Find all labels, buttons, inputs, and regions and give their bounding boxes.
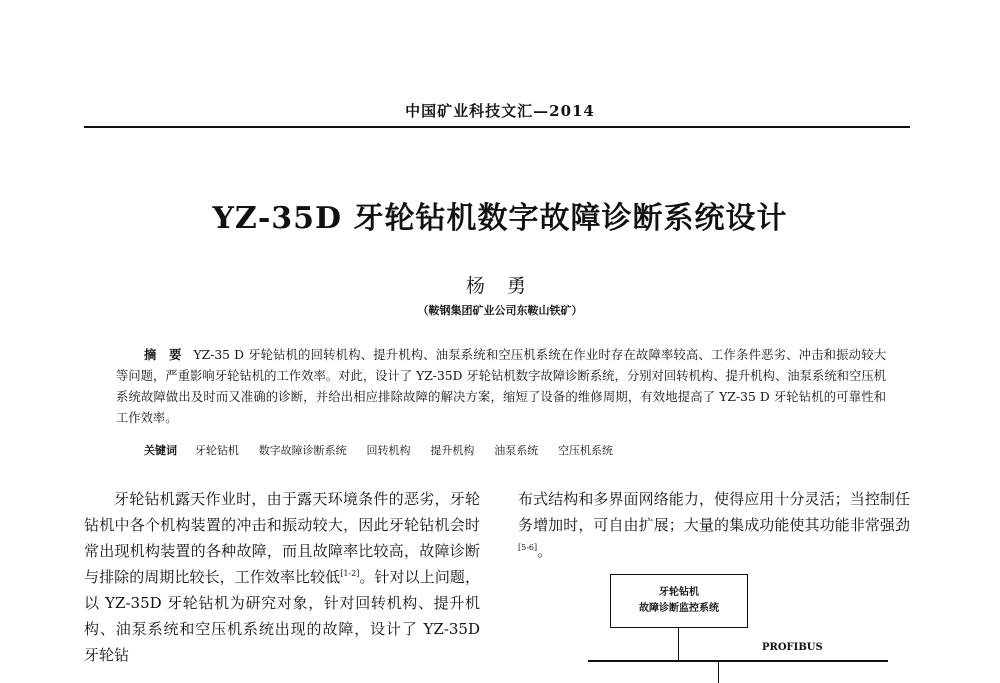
body-text: 。针对以上问题，以 YZ-35D 牙轮钻机为研究对象，针对回转机构、提升机构、油泵系统和空压机系统出现的故障，设计了 YZ-35D 牙轮钻 bbox=[84, 568, 480, 664]
diagram-box-line: 故障诊断监控系统 bbox=[639, 603, 719, 614]
body-left-column bbox=[84, 486, 480, 668]
paper-title: YZ-35D 牙轮钻机数字故障诊断系统设计 bbox=[212, 201, 788, 236]
body-text: 牙轮钻机露天作业时，由于露天环境条件的恶劣，牙轮钻机中各个机构装置的冲击和振动较大，因此牙轮钻机会时常出现机构装置的各种故障，而且故障率比较高，故障诊断与排除的周期比较长，工作效率比较低 bbox=[84, 490, 480, 586]
diagram-box-monitor bbox=[610, 574, 748, 628]
keyword: 数字故障诊断系统 bbox=[258, 444, 347, 457]
diagram-box-line: 牙轮钻机 bbox=[659, 587, 699, 598]
diagram-connector bbox=[718, 660, 719, 683]
body-text: 。 bbox=[537, 542, 553, 560]
keyword: 回转机构 bbox=[366, 444, 411, 457]
abstract bbox=[116, 344, 886, 429]
affiliation: （鞍钢集团矿业公司东鞍山铁矿） bbox=[417, 304, 583, 317]
citation: [5-6] bbox=[518, 543, 538, 552]
keyword: 提升机构 bbox=[430, 444, 475, 457]
keywords-label: 关键词 bbox=[144, 444, 177, 457]
keyword: 油泵系统 bbox=[494, 444, 539, 457]
system-diagram bbox=[588, 574, 918, 683]
body-paragraph bbox=[518, 486, 910, 564]
journal-header: 中国矿业科技文汇—2014 bbox=[405, 102, 595, 120]
header-rule bbox=[84, 126, 910, 128]
author: 杨 勇 bbox=[465, 275, 535, 297]
keyword: 牙轮钻机 bbox=[194, 444, 239, 457]
abstract-label: 摘 要 bbox=[144, 347, 186, 362]
keyword: 空压机系统 bbox=[558, 444, 614, 457]
diagram-bus-line bbox=[588, 660, 888, 662]
body-text: 布式结构和多界面网络能力，使得应用十分灵活；当控制任务增加时，可自由扩展；大量的集成功能使其功能非常强劲 bbox=[518, 490, 910, 534]
diagram-bus-label: PROFIBUS bbox=[762, 642, 823, 653]
abstract-text: YZ-35 D 牙轮钻机的回转机构、提升机构、油泵系统和空压机系统在作业时存在故障率较高、工作条件恶劣、冲击和振动较大等问题，严重影响牙轮钻机的工作效率。对此，设计了 YZ-35D 牙轮钻机数字故障诊断系统，分别对回转机构、提升机构、油泵系统和空压机系统故障做出及时而又准确的诊断，并给出相应排除故障的解决方案，缩短了设备的维修周期，有效地提高了 YZ-35 D 牙轮钻机的可靠性和工作效率。 bbox=[116, 348, 886, 425]
diagram-connector bbox=[678, 628, 679, 660]
citation: [1-2] bbox=[340, 569, 360, 578]
keywords bbox=[144, 442, 904, 458]
body-paragraph bbox=[84, 486, 480, 668]
body-right-column bbox=[518, 486, 910, 564]
